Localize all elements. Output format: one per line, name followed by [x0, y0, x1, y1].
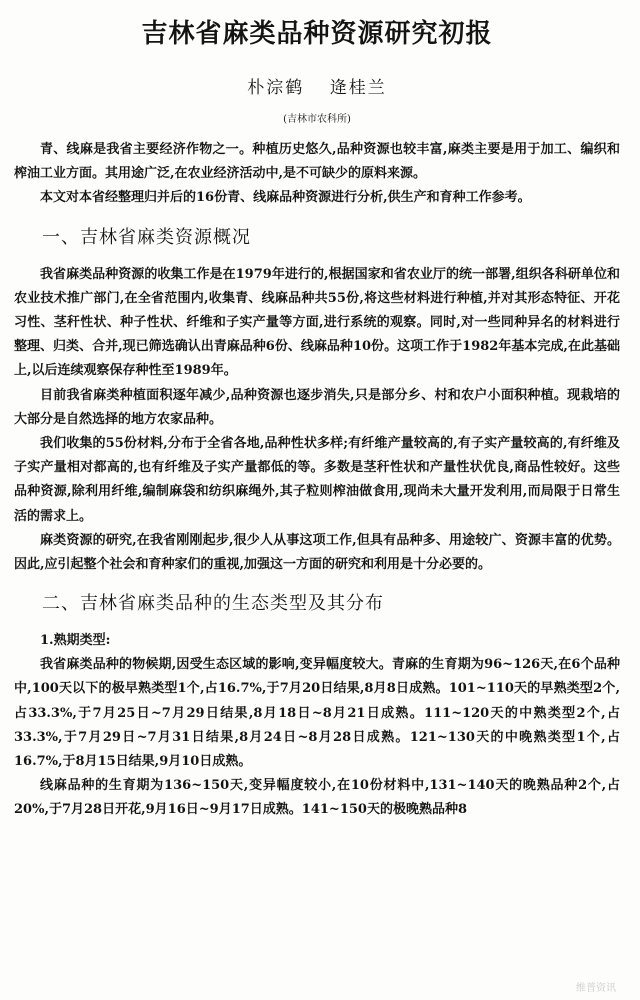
paper-title: 吉林省麻类品种资源研究初报	[141, 19, 493, 49]
paragraph: 本文对本省经整理归并后的16份青、线麻品种资源进行分析,供生产和育种工作参考。	[40, 190, 531, 206]
author-line	[14, 76, 620, 100]
intro-block	[14, 138, 620, 211]
subsection-heading: 1.熟期类型:	[40, 633, 111, 649]
section-heading: 二、吉林省麻类品种的生态类型及其分布	[42, 593, 384, 615]
paragraph: 线麻品种的生育期为136~150天,变异幅度较小,在10份材料中,131~140天的晚熟品种2个,占20%,于7月28日开花,9月16日~9月17日成熟。141~150天的极晚熟品种8	[14, 778, 620, 818]
paragraph: 我省麻类品种的物候期,因受生态区域的影响,变异幅度较大。青麻的生育期为96~126天,在6个品种中,100天以下的极早熟类型1个,占16.7%,于7月20日结果,8月8日成熟。101~110天的早熟类型2个,占33.3%,于7月25日~7月29日结果,8月18日~8月21日成熟。111~120天的中熟类型2个,占33.3%,于7月29日~7月31日结果,8月24日~8月28日成熟。121~130天的中晚熟类型1个,占16.7%,于8月15日结果,9月10日成熟。	[14, 657, 620, 770]
paragraph: 我省麻类品种资源的收集工作是在1979年进行的,根据国家和省农业厅的统一部署,组织各科研单位和农业技术推广部门,在全省范围内,收集青、线麻品种共55份,将这些材料进行种植,并对其形态特征、开花习性、茎秆性状、种子性状、纤维和子实产量等方面,进行系统的观察。同时,对一些同种异名的材料进行整理、归类、合并,现已筛选确认出青麻品种6份、线麻品种10份。这项工作于1982年基本完成,在此基础上,以后连续观察保存种性至1989年。	[14, 266, 620, 379]
section-heading: 一、吉林省麻类资源概况	[42, 226, 251, 248]
author-name: 逄桂兰	[329, 78, 387, 98]
paragraph: 目前我省麻类种植面积逐年减少,品种资源也逐步消失,只是部分乡、村和农户小面积种植。现栽培的大部分是自然选择的地方农家品种。	[14, 387, 620, 427]
paragraph: 我们收集的55份材料,分布于全省各地,品种性状多样;有纤维产量较高的,有子实产量较高的,有纤维及子实产量相对都高的,也有纤维及子实产量都低的等。多数是茎秆性状和产量性状优良,商品性较好。这些品种资源,除利用纤维,编制麻袋和纺织麻绳外,其子粒则榨油做食用,现尚未大量开发利用,而局限于日常生活的需求上。	[14, 436, 620, 524]
paragraph: 麻类资源的研究,在我省刚刚起步,很少人从事这项工作,但具有品种多、用途较广、资源丰富的优势。因此,应引起整个社会和育种家们的重视,加强这一方面的研究和利用是十分必要的。	[14, 532, 620, 573]
author-name: 朴淙鹤	[247, 78, 305, 98]
watermark-stamp: 维普资讯	[576, 983, 616, 994]
author-affiliation: (吉林市农科所)	[283, 114, 351, 125]
paragraph: 青、线麻是我省主要经济作物之一。种植历史悠久,品种资源也较丰富,麻类主要是用于加工、编织和榨油工业方面。其用途广泛,在农业经济活动中,是不可缺少的原料来源。	[14, 142, 620, 182]
